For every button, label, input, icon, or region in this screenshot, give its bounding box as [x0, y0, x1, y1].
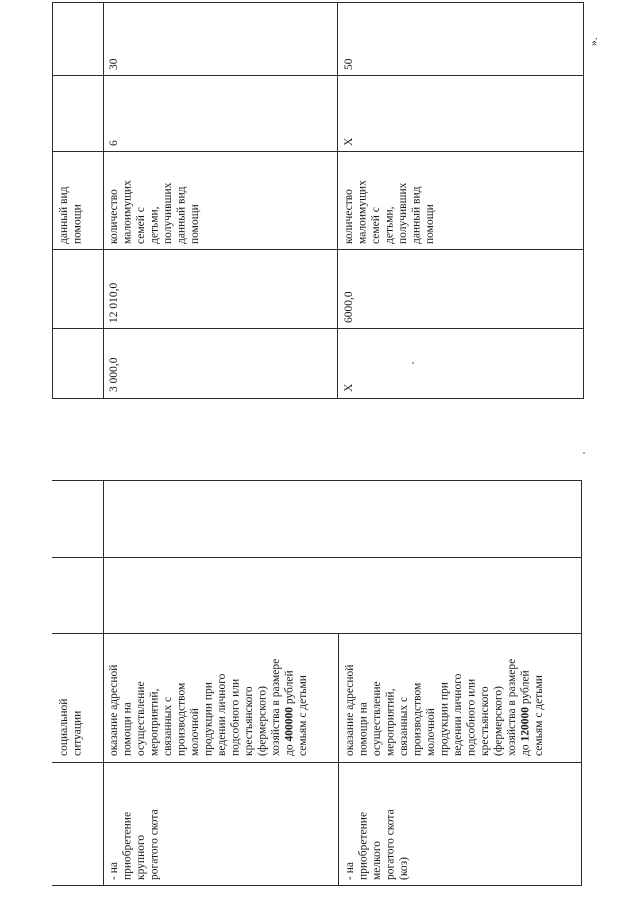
bottom-table-divider	[52, 557, 582, 558]
scan-speck	[412, 362, 414, 364]
bottom-table-header-cell: социальной ситуации	[58, 698, 84, 756]
top-table-border-bottom	[52, 398, 584, 399]
top-table-divider	[52, 151, 584, 152]
top-table-divider	[103, 2, 104, 398]
closing-quote-mark: ».	[588, 37, 600, 46]
bottom-table-divider	[338, 633, 339, 885]
row1-value-2: 12 010,0	[108, 282, 120, 323]
row1-value-1: 3 000,0	[108, 357, 120, 392]
row2-value-1: X	[343, 383, 355, 392]
top-table-border-right	[583, 2, 584, 398]
bottom-table-border-right	[581, 480, 582, 885]
row2-value-4: 50	[343, 58, 355, 70]
top-table-divider	[337, 2, 338, 398]
row2-value-3: X	[343, 137, 355, 146]
row2-description-tail: рублей семьям с детьми	[519, 670, 545, 756]
row2-amount: 120000	[519, 707, 532, 742]
bottom-table-divider	[103, 480, 104, 885]
row1-value-4: 30	[108, 58, 120, 70]
top-table-divider	[52, 75, 584, 76]
top-table-border-top	[52, 2, 584, 3]
row1-description-text: оказание адресной помощи на осуществление мероприятий, связанных с производством молочной продукции при ведении личного подсобного или крестьянского (фермерского) хозяйства в размере до	[108, 658, 296, 756]
top-table-header-indicator: данный вид помощи	[58, 186, 84, 244]
row1-amount: 400000	[283, 707, 296, 742]
top-table-divider	[52, 249, 584, 250]
row1-purpose-cell: - на приобретение крупного рогатого скота	[108, 809, 161, 880]
bottom-table-border-top	[52, 480, 582, 481]
bottom-table-divider	[52, 762, 582, 763]
row1-indicator: количество малоимущих семей с детьми, получивших данный вид помощи	[108, 180, 201, 244]
row2-description-text: оказание адресной помощи на осуществление мероприятий, связанных с производством молочной продукции при ведении личного подсобного или крестьянского (фермерского) хозяйства в размере до	[344, 658, 532, 756]
row2-value-2: 6000,0	[343, 291, 355, 323]
row2-indicator: количество малоимущих семей с детьми, получивших данный вид помощи	[343, 180, 436, 244]
row2-purpose-cell: - на приобретение мелкого рогатого скота (коз)	[344, 809, 410, 880]
row2-description-cell	[344, 640, 547, 756]
top-table-border-left	[52, 2, 53, 398]
row1-value-3: 6	[108, 140, 120, 146]
top-table-divider	[52, 328, 584, 329]
row1-description-tail: рублей семьям с детьми	[283, 670, 309, 756]
bottom-table-divider	[52, 633, 582, 634]
scan-speck	[583, 452, 585, 454]
bottom-table-border-bottom	[52, 885, 582, 886]
row1-description-cell	[108, 640, 311, 756]
